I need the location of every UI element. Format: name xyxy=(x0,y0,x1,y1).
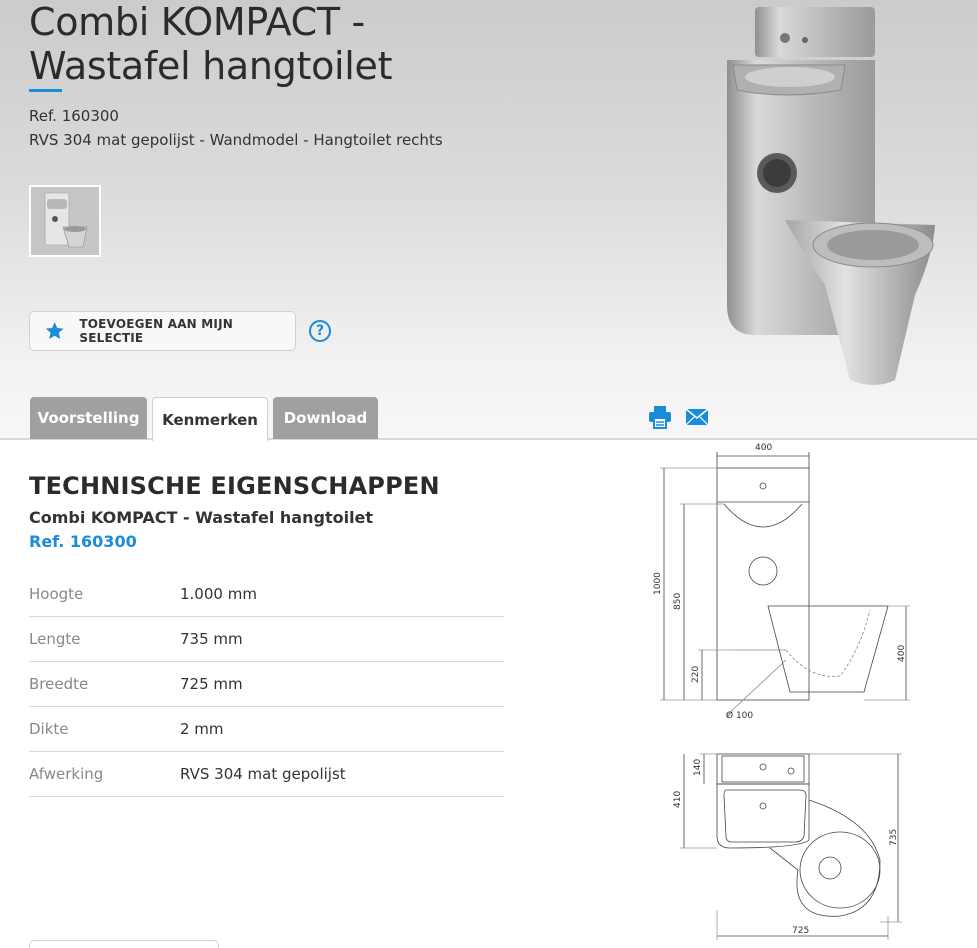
dim-plan-depth-mid: 410 xyxy=(673,790,683,808)
question-icon[interactable]: ? xyxy=(309,320,331,342)
dim-height-outlet: 220 xyxy=(691,665,701,683)
dim-plan-depth-top: 140 xyxy=(693,758,703,776)
spec-row-breedte xyxy=(29,662,504,707)
product-title xyxy=(29,0,392,88)
spec-value: 2 mm xyxy=(180,720,224,738)
product-image xyxy=(715,5,940,390)
spec-label: Lengte xyxy=(29,630,81,648)
product-thumbnail[interactable] xyxy=(29,185,101,257)
specs-table xyxy=(29,572,504,797)
product-description: RVS 304 mat gepolijst - Wandmodel - Hangtoilet rechts xyxy=(29,131,443,149)
partial-button[interactable] xyxy=(29,940,219,948)
dim-height-basin: 850 xyxy=(673,592,683,610)
product-ref: Ref. 160300 xyxy=(29,107,119,125)
spec-label: Dikte xyxy=(29,720,69,738)
spec-value: 735 mm xyxy=(180,630,243,648)
title-line-2: Wastafel hangtoilet xyxy=(29,44,393,88)
title-line-1: Combi KOMPACT - xyxy=(29,0,365,44)
product-header xyxy=(0,0,977,440)
spec-row-afwerking xyxy=(29,752,504,797)
spec-label: Breedte xyxy=(29,675,89,693)
dim-plan-width: 725 xyxy=(792,926,810,936)
add-to-selection-button[interactable] xyxy=(29,311,296,351)
envelope-icon[interactable] xyxy=(685,407,709,427)
spec-label: Hoogte xyxy=(29,585,84,603)
spec-value: RVS 304 mat gepolijst xyxy=(180,765,346,783)
section-subtitle: Combi KOMPACT - Wastafel hangtoilet xyxy=(29,508,374,527)
star-icon xyxy=(44,320,65,342)
tab-download[interactable]: Download xyxy=(273,397,378,439)
spec-value: 725 mm xyxy=(180,675,243,693)
thumbnail-image xyxy=(31,187,99,255)
dim-plan-length: 735 xyxy=(889,828,899,846)
title-accent-bar xyxy=(29,89,62,92)
technical-drawing xyxy=(640,440,930,940)
tab-voorstelling[interactable]: Voorstelling xyxy=(30,397,147,439)
dim-height-bowl: 400 xyxy=(897,644,907,662)
spec-value: 1.000 mm xyxy=(180,585,257,603)
dim-height-total: 1000 xyxy=(653,572,663,595)
tab-kenmerken[interactable]: Kenmerken xyxy=(152,397,268,441)
section-title: TECHNISCHE EIGENSCHAPPEN xyxy=(29,472,440,500)
dim-width-top: 400 xyxy=(755,443,773,453)
spec-row-lengte xyxy=(29,617,504,662)
section-ref: Ref. 160300 xyxy=(29,532,137,551)
spec-row-dikte xyxy=(29,707,504,752)
dim-outlet-diam: Ø 100 xyxy=(726,711,754,721)
spec-label: Afwerking xyxy=(29,765,104,783)
printer-icon[interactable] xyxy=(648,405,672,429)
add-to-selection-label: TOEVOEGEN AAN MIJN SELECTIE xyxy=(79,317,234,345)
spec-row-hoogte xyxy=(29,572,504,617)
